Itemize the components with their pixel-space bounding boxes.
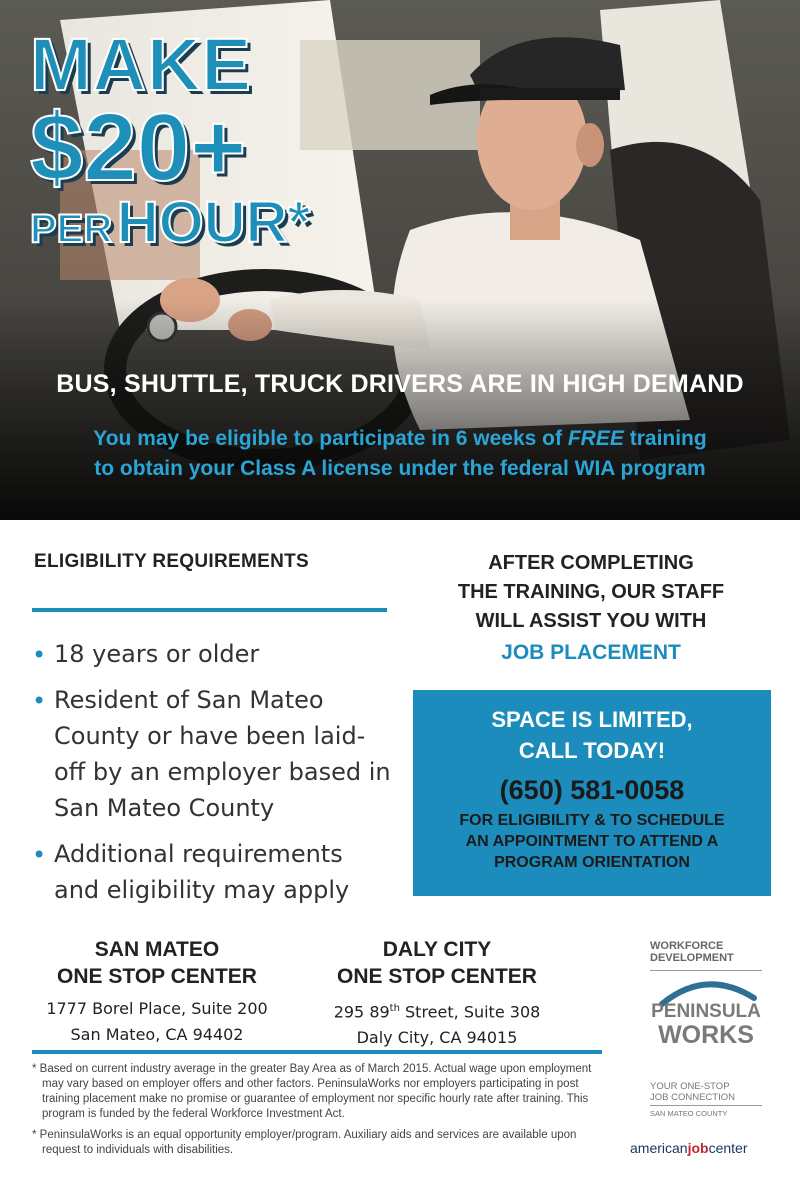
subtext-line2: to obtain your Class A license under the federal WIA program: [94, 457, 706, 480]
requirement-age: 18 years or older: [54, 640, 260, 668]
eligibility-divider: [32, 608, 387, 612]
footnotes: [32, 1062, 604, 1164]
headline-wage: $20+: [30, 94, 247, 201]
call-box: [413, 690, 771, 896]
address-line1: 1777 Borel Place, Suite 200: [46, 999, 268, 1018]
call-line1: SPACE IS LIMITED,: [491, 707, 693, 732]
footnote-divider: [32, 1050, 602, 1054]
purpose-line3: PROGRAM ORIENTATION: [494, 854, 690, 871]
center-name: [302, 936, 572, 990]
address-line2: San Mateo, CA 94402: [70, 1025, 244, 1044]
list-item: [32, 836, 392, 908]
san-mateo-center: [22, 936, 292, 1048]
bullet-icon: •: [32, 841, 47, 869]
ajc-center: center: [708, 1140, 748, 1156]
wd-line1: WORKFORCE: [650, 940, 724, 952]
bullet-icon: •: [32, 687, 47, 715]
wd-line2: DEVELOPMENT: [650, 952, 734, 964]
bullet-icon: •: [32, 641, 47, 669]
logo-peninsula: PENINSULA: [651, 1001, 761, 1022]
headline-per-hour: [30, 190, 311, 255]
center-name-line2: ONE STOP CENTER: [57, 965, 257, 988]
subtext-free: FREE: [567, 427, 624, 450]
address-street: Street, Suite 308: [399, 1002, 541, 1022]
center-name-line1: SAN MATEO: [94, 938, 220, 961]
after-training-text: [410, 549, 772, 667]
ajc-job: job: [687, 1140, 709, 1156]
center-address: [22, 996, 292, 1048]
headline-make: MAKE: [30, 23, 252, 106]
eligibility-title: ELIGIBILITY REQUIREMENTS: [34, 551, 309, 572]
requirement-additional: Additional requirements and eligibility may apply: [54, 840, 350, 904]
subtext-part1: You may be eligible to participate in 6 weeks of: [93, 427, 563, 450]
center-name: [22, 936, 292, 990]
workforce-development-label: [650, 940, 734, 964]
headline: [30, 23, 311, 255]
footnote-eeo: * PeninsulaWorks is an equal opportunity employer/program. Auxiliary aids and services are available upon request to individuals with disabilities.: [32, 1129, 577, 1156]
phone-number[interactable]: (650) 581-0058: [499, 775, 685, 805]
subtext-part2: training: [629, 427, 707, 450]
footnote-wage: * Based on current industry average in the greater Bay Area as of March 2015. Actual wage upon employment may vary based on employer offers and other factors. PeninsulaWorks nor employers participating in post training placement make no promise or guarantee of employment nor specific hourly rate after training. This program is funded by the federal Workforce Investment Act.: [32, 1063, 592, 1120]
list-item: [32, 636, 392, 672]
tag-county: SAN MATEO COUNTY: [650, 1105, 762, 1119]
requirements-list: [32, 636, 392, 918]
hero-photo: [0, 0, 800, 520]
call-purpose: [413, 810, 771, 873]
after-line2: THE TRAINING, OUR STAFF: [457, 581, 725, 603]
job-placement: JOB PLACEMENT: [501, 641, 681, 664]
american-job-center-logo: [630, 1140, 770, 1156]
headline-hour: HOUR*: [116, 190, 311, 255]
address-ordinal: th: [389, 1003, 400, 1014]
after-line1: AFTER COMPLETING: [488, 552, 694, 574]
logo-tagline: [650, 1081, 762, 1119]
tag-line1: YOUR ONE-STOP: [650, 1081, 730, 1092]
peninsula-works-name: [650, 1002, 762, 1048]
demand-heading: BUS, SHUTTLE, TRUCK DRIVERS ARE IN HIGH DEMAND: [56, 370, 744, 398]
daly-city-center: [302, 936, 572, 1051]
tag-line2: JOB CONNECTION: [650, 1092, 735, 1103]
address-number: 295 89: [333, 1002, 390, 1022]
after-line3: WILL ASSIST YOU WITH: [475, 610, 707, 632]
purpose-line1: FOR ELIGIBILITY & TO SCHEDULE: [459, 812, 725, 829]
purpose-line2: AN APPOINTMENT TO ATTEND A: [465, 833, 719, 850]
center-address: [302, 996, 572, 1051]
call-line2: CALL TODAY!: [518, 738, 666, 763]
list-item: [32, 682, 392, 826]
center-name-line1: DALY CITY: [382, 938, 492, 961]
center-name-line2: ONE STOP CENTER: [337, 965, 537, 988]
logo-divider: [650, 970, 762, 971]
logo-works: WORKS: [658, 1021, 754, 1049]
peninsula-works-logo: [620, 930, 778, 1166]
headline-per: PER: [30, 207, 113, 251]
address-line2: Daly City, CA 94015: [356, 1028, 518, 1048]
requirement-residency: Resident of San Mateo County or have been laid-off by an employer based in San Mateo County: [54, 686, 391, 822]
ajc-american: american: [630, 1140, 688, 1156]
training-subtext: [0, 424, 800, 484]
call-headline: [413, 704, 771, 766]
